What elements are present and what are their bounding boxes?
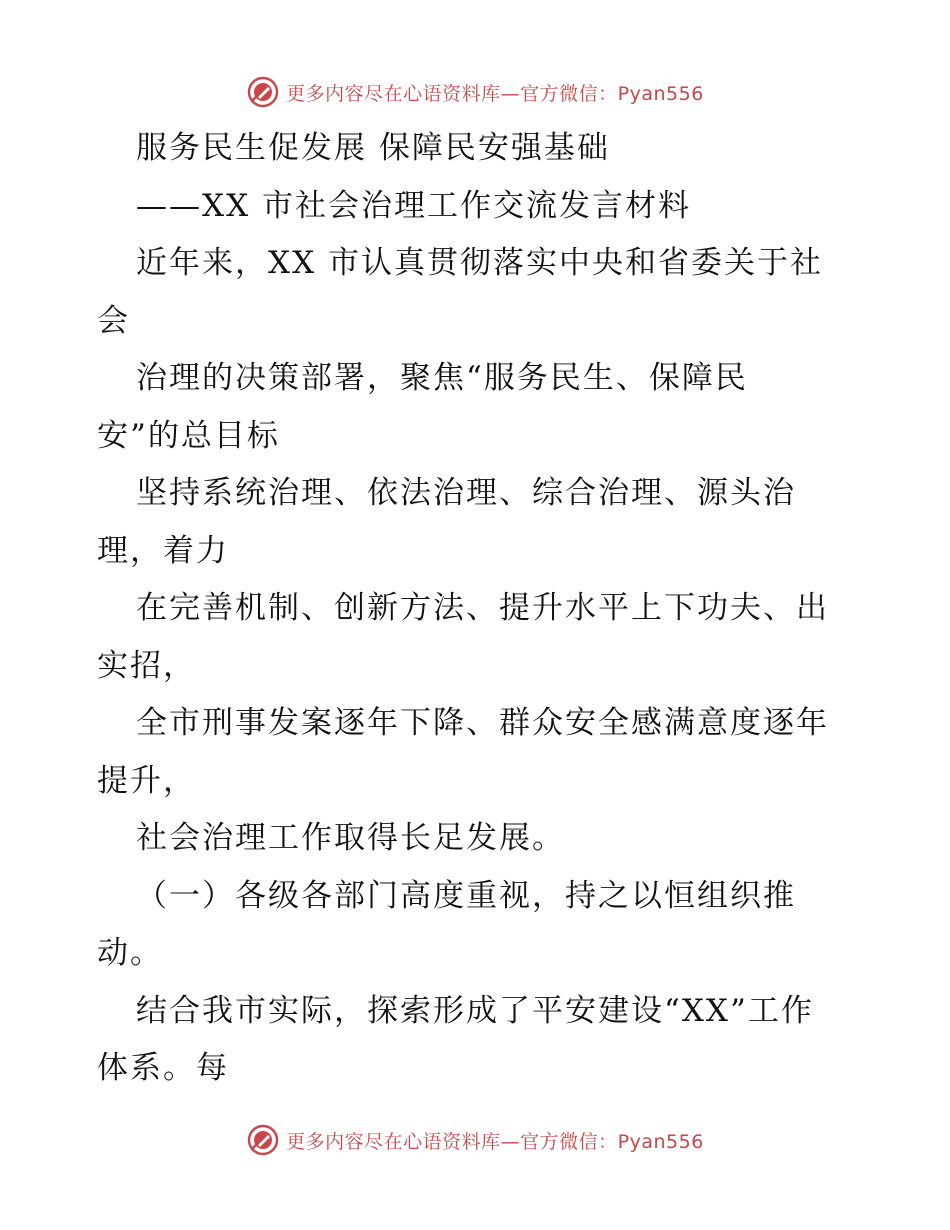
paragraph-line: 安”的总目标 (97, 417, 280, 454)
paragraph-line: 结合我市实际，探索形成了平安建设“XX”工作 (136, 992, 814, 1029)
paragraph-line: 体系。每 (97, 1050, 229, 1086)
paragraph-line: 社会治理工作取得长足发展。 (136, 820, 565, 856)
paragraph-line: 治理的决策部署，聚焦“服务民生、保障民 (136, 360, 748, 396)
paragraph-line: 实招， (97, 647, 196, 684)
paragraph-line: 全市刑事发案逐年下降、群众安全感满意度逐年 (136, 705, 829, 741)
paragraph-line: 在完善机制、创新方法、提升水平上下功夫、出 (136, 590, 829, 626)
paragraph-line: 提升， (97, 762, 196, 799)
paragraph-line: 近年来，XX 市认真贯彻落实中央和省委关于社 (136, 245, 823, 281)
section-heading: （一）各级各部门高度重视，持之以恒组织推 (136, 877, 796, 914)
footer-watermark (0, 1120, 950, 1160)
paragraph-line: 动。 (97, 935, 163, 971)
paragraph-line: 理，着力 (97, 532, 229, 569)
document-body (97, 120, 857, 1098)
pen-nib-seal-icon (246, 1123, 280, 1157)
document-title: 服务民生促发展 保障民安强基础 (136, 130, 610, 166)
paragraph-line: 会 (97, 302, 130, 339)
watermark-text: 更多内容尽在心语资料库—官方微信：Pyan556 (286, 82, 704, 105)
paragraph-line: 坚持系统治理、依法治理、综合治理、源头治 (136, 475, 796, 511)
document-subtitle: ——XX 市社会治理工作交流发言材料 (136, 187, 691, 224)
header-watermark (0, 72, 950, 112)
pen-nib-seal-icon (246, 75, 280, 109)
watermark-text: 更多内容尽在心语资料库—官方微信：Pyan556 (286, 1130, 704, 1153)
